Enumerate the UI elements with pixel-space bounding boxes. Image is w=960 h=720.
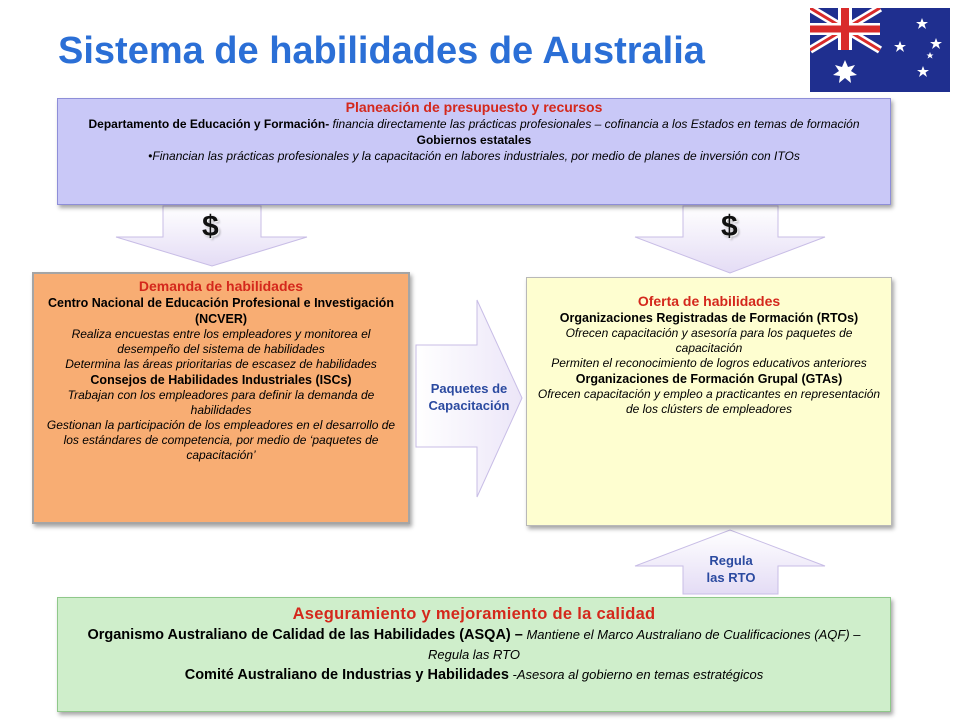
regula-label-line2: las RTO bbox=[706, 570, 756, 585]
packages-label-line2: Capacitación bbox=[428, 398, 510, 413]
quality-asqa-line bbox=[72, 625, 876, 665]
supply-gtas-title: Organizaciones de Formación Grupal (GTAs) bbox=[575, 372, 843, 386]
budget-dept-name: Departamento de Educación y Formación- bbox=[88, 117, 330, 131]
demand-ncver-title: Centro Nacional de Educación Profesional e Investigación (NCVER) bbox=[48, 296, 394, 326]
budget-states-heading: Gobiernos estatales bbox=[416, 133, 532, 147]
budget-box bbox=[57, 98, 891, 205]
demand-heading: Demanda de habilidades bbox=[138, 278, 304, 294]
regula-label bbox=[690, 552, 772, 586]
budget-dept-text: financia directamente las prácticas profesionales – cofinancia a los Estados en temas de formación bbox=[329, 117, 860, 131]
budget-states-text: •Financian las prácticas profesionales y la capacitación en labores industriales, por medio de planes de inversión con ITOs bbox=[148, 149, 800, 163]
demand-iscs-item-2: Gestionan la participación de los empleadores en el desarrollo de los estándares de competencia, por medio de ‘paquetes de capacitación’ bbox=[46, 418, 396, 462]
supply-rtos-item-2: Permiten el reconocimiento de logros educativos anteriores bbox=[551, 356, 867, 370]
quality-heading: Aseguramiento y mejoramiento de la calidad bbox=[292, 605, 656, 623]
budget-dept-line bbox=[68, 116, 880, 132]
demand-iscs-title: Consejos de Habilidades Industriales (ISCs) bbox=[90, 373, 352, 387]
supply-gtas-item-1: Ofrecen capacitación y empleo a practicantes en representación de los clústers de empleadores bbox=[537, 387, 881, 416]
page-title: Sistema de habilidades de Australia bbox=[58, 30, 705, 72]
dollar-left-label: $ bbox=[202, 210, 219, 243]
quality-comite-text: -Asesora al gobierno en temas estratégicos bbox=[508, 667, 764, 682]
budget-heading: Planeación de presupuesto y recursos bbox=[345, 99, 603, 115]
quality-asqa-name: Organismo Australiano de Calidad de las Habilidades (ASQA) – bbox=[87, 627, 523, 643]
demand-box bbox=[32, 272, 410, 524]
quality-box bbox=[57, 597, 891, 712]
demand-ncver-item-2: Determina las áreas prioritarias de escasez de habilidades bbox=[65, 357, 377, 371]
regula-label-line1: Regula bbox=[709, 553, 753, 568]
supply-heading: Oferta de habilidades bbox=[637, 293, 781, 309]
supply-box bbox=[526, 277, 892, 526]
supply-rtos-item-1: Ofrecen capacitación y asesoría para los paquetes de capacitación bbox=[565, 326, 853, 355]
quality-comite-name: Comité Australiano de Industrias y Habilidades bbox=[184, 667, 509, 683]
supply-rtos-title: Organizaciones Registradas de Formación (RTOs) bbox=[559, 311, 859, 325]
quality-comite-line bbox=[72, 665, 876, 685]
demand-iscs-item-1: Trabajan con los empleadores para definir la demanda de habilidades bbox=[67, 388, 375, 417]
quality-asqa-text: Mantiene el Marco Australiano de Cualificaciones (AQF) – Regula las RTO bbox=[427, 627, 861, 662]
packages-label bbox=[414, 380, 524, 414]
packages-label-line1: Paquetes de bbox=[430, 381, 508, 396]
dollar-right-label: $ bbox=[721, 210, 738, 243]
demand-ncver-item-1: Realiza encuestas entre los empleadores y monitorea el desempeño del sistema de habilidades bbox=[71, 327, 371, 356]
